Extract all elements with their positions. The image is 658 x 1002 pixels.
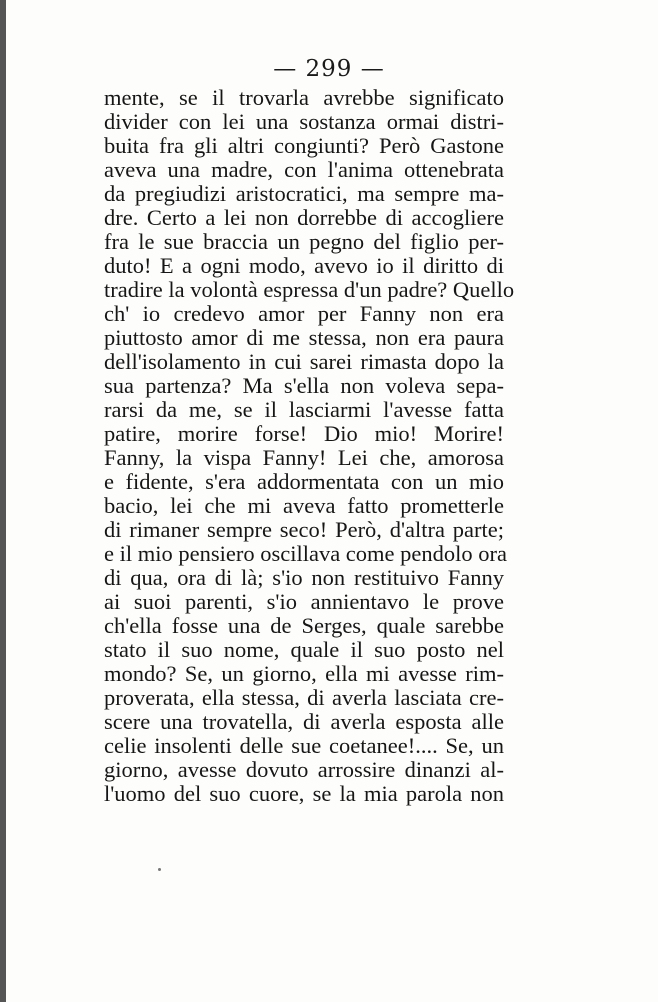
text-line: mente, se il trovarla avrebbe significato <box>104 85 504 110</box>
text-line: piuttosto amor di me stessa, non era paura <box>104 325 504 350</box>
text-line: ch'ella fosse una de Serges, quale sarebbe <box>104 613 504 638</box>
text-line: celie insolenti delle sue coetanee!.... Se, un <box>104 733 504 758</box>
text-line: e il mio pensiero oscillava come pendolo ora <box>104 541 508 566</box>
text-line: e fidente, s'era addormentata con un mio <box>104 469 504 494</box>
text-line: di rimaner sempre seco! Però, d'altra parte; <box>104 517 504 542</box>
page-binding-edge <box>0 0 6 1002</box>
text-line: buita fra gli altri congiunti? Però Gastone <box>104 133 504 158</box>
print-speck <box>158 868 161 871</box>
text-line: scere una trovatella, di averla esposta alle <box>104 709 504 734</box>
text-line: duto! E a ogni modo, avevo io il diritto di <box>104 253 504 278</box>
text-line: sua partenza? Ma s'ella non voleva sepa- <box>104 373 504 398</box>
text-line: stato il suo nome, quale il suo posto nel <box>104 637 504 662</box>
text-line: proverata, ella stessa, di averla lasciata cre- <box>104 685 504 710</box>
text-line: Fanny, la vispa Fanny! Lei che, amorosa <box>104 445 504 470</box>
page-number: — 299 — <box>273 56 385 82</box>
text-line: da pregiudizi aristocratici, ma sempre ma- <box>104 181 504 206</box>
text-line: bacio, lei che mi aveva fatto prometterle <box>104 493 504 518</box>
text-line: mondo? Se, un giorno, ella mi avesse rim- <box>104 661 504 686</box>
text-line: patire, morire forse! Dio mio! Morire! <box>104 421 504 446</box>
text-line: ch' io credevo amor per Fanny non era <box>104 301 504 326</box>
text-line: l'uomo del suo cuore, se la mia parola non <box>104 781 504 806</box>
text-line: dell'isolamento in cui sarei rimasta dopo la <box>104 349 504 374</box>
body-text <box>104 85 515 806</box>
text-line: giorno, avesse dovuto arrossire dinanzi al- <box>104 757 504 782</box>
text-line: di qua, ora di là; s'io non restituivo Fanny <box>104 565 504 590</box>
text-line: divider con lei una sostanza ormai distri- <box>104 109 504 134</box>
text-line: tradire la volontà espressa d'un padre? Quello <box>104 277 515 302</box>
text-line: dre. Certo a lei non dorrebbe di accogliere <box>104 205 504 230</box>
text-line: rarsi da me, se il lasciarmi l'avesse fatta <box>104 397 504 422</box>
text-line: fra le sue braccia un pegno del figlio per- <box>104 229 504 254</box>
text-line: ai suoi parenti, s'io annientavo le prove <box>104 589 504 614</box>
text-line: aveva una madre, con l'anima ottenebrata <box>104 157 504 182</box>
